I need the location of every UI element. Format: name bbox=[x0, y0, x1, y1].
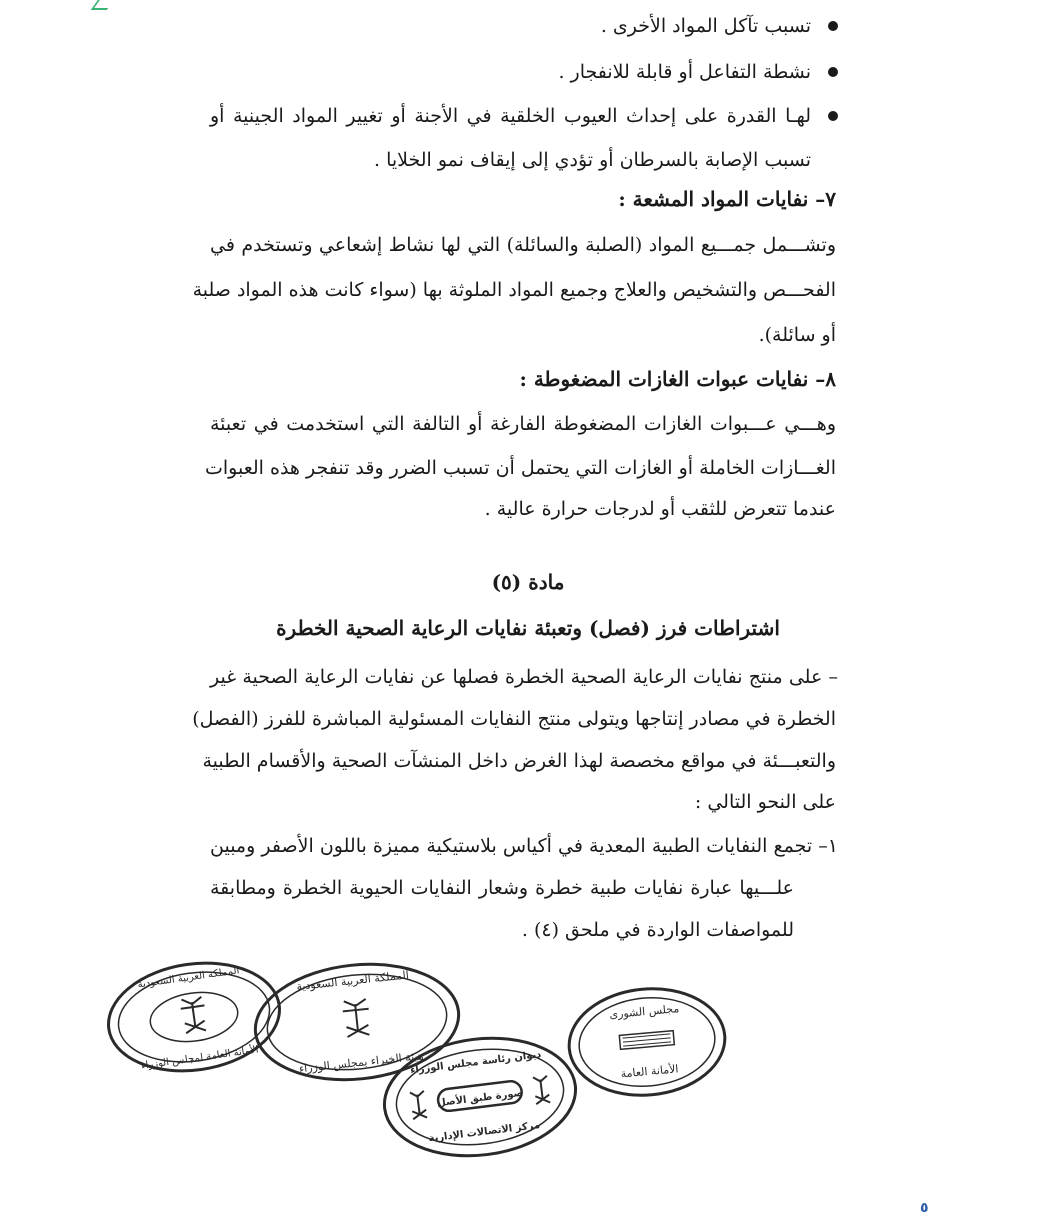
para-gas-2: الغـــازات الخاملة أو الغازات التي يحتمل أن تسبب الضرر وقد تنفجر هذه العبوات bbox=[205, 457, 836, 479]
bullet-icon bbox=[828, 21, 838, 31]
palm-swords-icon bbox=[533, 1076, 550, 1105]
stamp-4-top-text: مجلس الشورى bbox=[608, 1002, 680, 1022]
para-gas-1: وهـــي عـــبوات الغازات المضغوطة الفارغة أو التالفة التي استخدمت في تعبئة bbox=[210, 413, 836, 435]
stamp-3-center-text: صورة طبق الأصل bbox=[436, 1087, 524, 1110]
stamp-2-bottom-text: هيئة الخبراء بمجلس الوزراء bbox=[298, 1049, 425, 1076]
stamp-shura-council bbox=[565, 985, 730, 1100]
page-number: ٥ bbox=[920, 1200, 929, 1216]
stamp-1-bottom-text: الأمانة العامة لمجلس الوزراء bbox=[140, 1044, 260, 1072]
bullet-line-genetic: لهـا القدرة على إحداث العيوب الخلقية في الأجنة أو تغيير المواد الجينية أو bbox=[210, 105, 811, 127]
article-para-2: الخطرة في مصادر إنتاجها ويتولى منتج النفايات المسئولية المباشرة للفرز (الفصل) bbox=[192, 708, 836, 730]
stamp-3-top-text: ديوان رئاسة مجلس الوزراء bbox=[409, 1049, 542, 1077]
palm-swords-icon bbox=[179, 997, 207, 1034]
heading-compressed-gas: ٨– نفايات عبوات الغازات المضغوطة : bbox=[519, 367, 836, 391]
palm-swords-icon bbox=[342, 999, 372, 1038]
bullet-icon bbox=[828, 67, 838, 77]
palm-swords-icon bbox=[410, 1091, 427, 1120]
clause-1-line-1: ١– تجمع النفايات الطبية المعدية في أكياس بلاستيكية مميزة باللون الأصفر ومبين bbox=[210, 835, 838, 857]
bullet-icon bbox=[828, 111, 838, 121]
clause-1-line-3: للمواصفات الواردة في ملحق (٤) . bbox=[521, 919, 794, 941]
article-para-1: – على منتج نفايات الرعاية الصحية الخطرة فصلها عن نفايات الرعاية الصحية غير bbox=[210, 666, 838, 688]
bullet-line-genetic-cont: تسبب الإصابة بالسرطان أو تؤدي إلى إيقاف نمو الخلايا . bbox=[374, 149, 811, 171]
stamp-2-top-text: المملكة العربية السعودية bbox=[295, 968, 410, 994]
stamp-hatch-icon bbox=[623, 1034, 672, 1046]
para-gas-3: عندما تتعرض للثقب أو لدرجات حرارة عالية . bbox=[484, 498, 836, 520]
stamp-4-bottom-text: الأمانة العامة bbox=[620, 1062, 679, 1081]
article-para-3: والتعبـــئة في مواقع مخصصة لهذا الغرض داخل المنشآت الصحية والأقسام الطبية bbox=[202, 750, 836, 772]
article-number: مادة (٥) bbox=[491, 570, 565, 594]
para-radioactive-2: الفحـــص والتشخيص والعلاج وجميع المواد الملوثة بها (سواء كانت هذه المواد صلبة bbox=[192, 279, 836, 301]
stamp-1-top-text: المملكة العربية السعودية bbox=[136, 965, 241, 991]
heading-radioactive: ٧– نفايات المواد المشعة : bbox=[618, 187, 836, 211]
bullet-line-reactive: نشطة التفاعل أو قابلة للانفجار . bbox=[558, 61, 811, 83]
para-radioactive-3: أو سائلة). bbox=[758, 324, 836, 346]
article-para-4: على النحو التالي : bbox=[694, 791, 836, 813]
article-title: اشتراطات فرز (فصل) وتعبئة نفايات الرعاية الصحية الخطرة bbox=[276, 616, 780, 640]
bullet-line-corrosive: تسبب تآكل المواد الأخرى . bbox=[600, 15, 811, 37]
corner-mark bbox=[91, 0, 115, 10]
stamp-3-bottom-text: مركز الاتصالات الإدارية bbox=[427, 1119, 541, 1145]
para-radioactive-1: وتشـــمل جمـــيع المواد (الصلبة والسائلة) التي لها نشاط إشعاعي وتستخدم في bbox=[210, 234, 836, 256]
clause-1-line-2: علـــيها عبارة نفايات طبية خطرة وشعار النفايات الحيوية الخطرة ومطابقة bbox=[210, 877, 794, 899]
stamp-true-copy bbox=[380, 1035, 580, 1160]
